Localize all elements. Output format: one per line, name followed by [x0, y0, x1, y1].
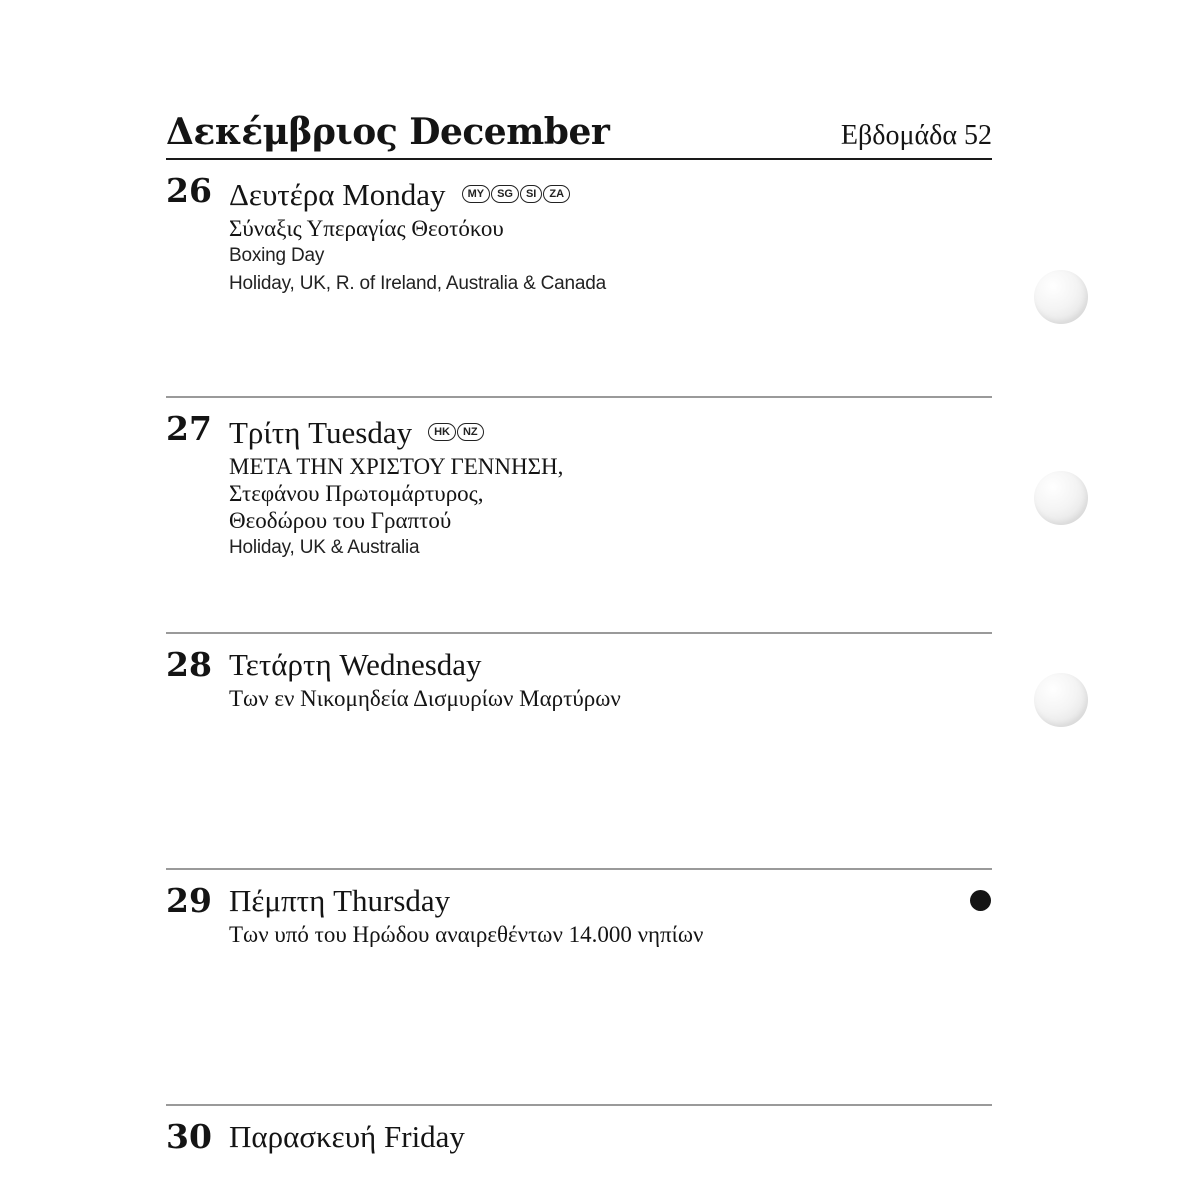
- country-badges: [428, 409, 485, 449]
- holiday-name: Boxing Day: [229, 245, 325, 266]
- feast-line: ΜΕΤΑ ΤΗΝ ΧΡΙΣΤΟΥ ΓΕΝΝΗΣΗ,: [229, 454, 564, 479]
- feast-line: Των υπό του Ηρώδου αναιρεθέντων 14.000 νηπίων: [229, 922, 704, 947]
- filled-dot-icon: [970, 890, 991, 911]
- day-name: Πέμπτη Thursday: [229, 883, 451, 918]
- feast-line: Σύναξις Υπεραγίας Θεοτόκου: [229, 216, 504, 241]
- country-badge-my: MY: [462, 185, 491, 203]
- day-divider: [166, 1104, 992, 1106]
- day-divider: [166, 868, 992, 870]
- day-name: Παρασκευή Friday: [229, 1119, 465, 1154]
- country-badge-sg: SG: [491, 185, 519, 203]
- day-divider: [166, 632, 992, 634]
- country-badge-si: SI: [520, 185, 542, 203]
- day-number: 30: [166, 1117, 212, 1156]
- page-crop-edge: [0, 1162, 1200, 1200]
- day-entry-27: [166, 409, 992, 639]
- feast-line: Των εν Νικομηδεία Δισμυρίων Μαρτύρων: [229, 686, 621, 711]
- day-name-line: [229, 409, 959, 453]
- day-name: Τρίτη Tuesday: [229, 415, 413, 450]
- day-body: [229, 171, 959, 298]
- day-number: 26: [166, 171, 212, 210]
- day-entry-26: [166, 171, 992, 401]
- month-title: Δεκέμβριος December: [166, 111, 610, 153]
- header-rule: [166, 158, 992, 160]
- country-badge-hk: HK: [428, 423, 456, 441]
- day-number: 29: [166, 881, 212, 920]
- day-body: [229, 645, 959, 712]
- country-badges: [462, 171, 571, 211]
- punch-hole: [1034, 673, 1088, 727]
- day-name: Τετάρτη Wednesday: [229, 647, 482, 682]
- day-entry-28: [166, 645, 992, 875]
- day-name-line: [229, 171, 959, 215]
- day-body: [229, 1117, 959, 1157]
- day-number: 27: [166, 409, 212, 448]
- holiday-regions: Holiday, UK, R. of Ireland, Australia & Canada: [229, 273, 606, 294]
- day-divider: [166, 396, 992, 398]
- day-body: [229, 881, 959, 948]
- day-entry-29: [166, 881, 992, 1111]
- day-number: 28: [166, 645, 212, 684]
- feast-line: Θεοδώρου του Γραπτού: [229, 508, 452, 533]
- day-name: Δευτέρα Monday: [229, 177, 446, 212]
- country-badge-za: ZA: [543, 185, 570, 203]
- holiday-regions: Holiday, UK & Australia: [229, 537, 420, 558]
- feast-line: Στεφάνου Πρωτομάρτυρος,: [229, 481, 484, 506]
- day-body: [229, 409, 959, 562]
- punch-hole: [1034, 270, 1088, 324]
- country-badge-nz: NZ: [457, 423, 484, 441]
- punch-hole: [1034, 471, 1088, 525]
- week-label: Εβδομάδα 52: [840, 120, 992, 151]
